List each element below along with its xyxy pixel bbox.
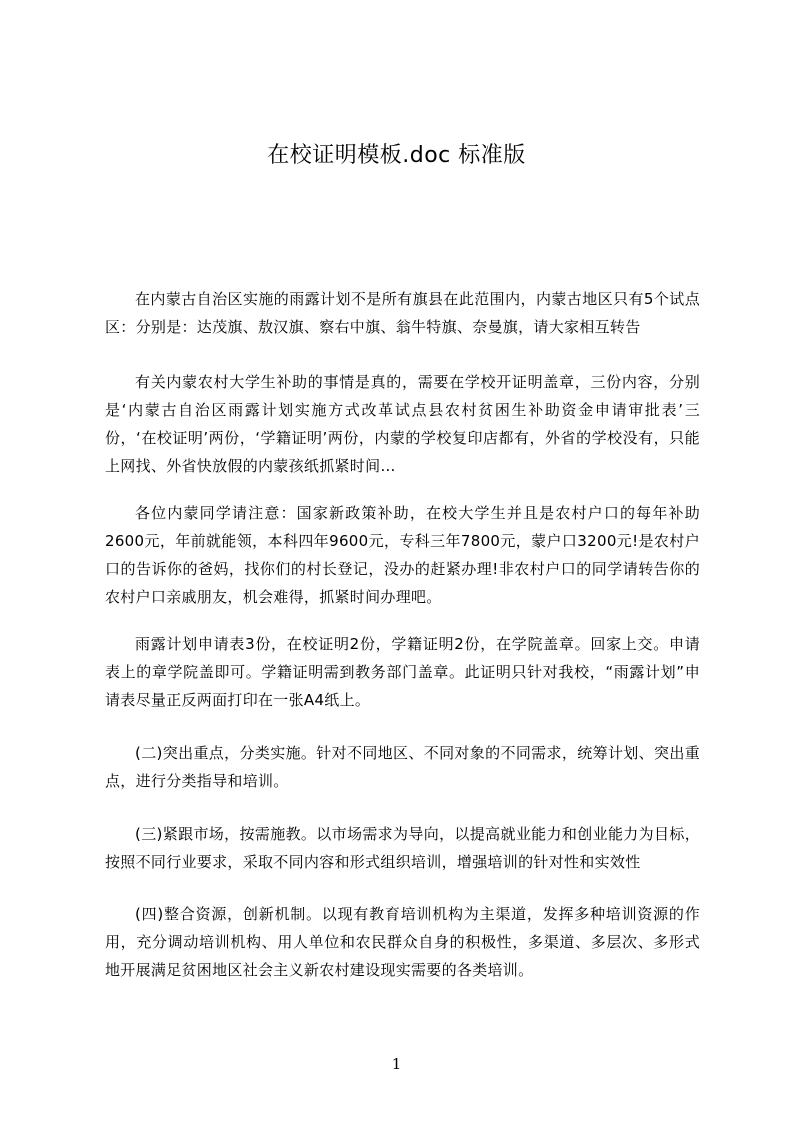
paragraph-resource-integration: (四)整合资源，创新机制。以现有教育培训机构为主渠道，发挥多种培训资源的作用，充分调动培训机构、用人单位和农民群众自身的积极性，多渠道、多层次、多形式地开展满足贫困地区社会主义新农村建设现实需要的各类培训。 [105, 905, 700, 979]
paragraph-subsidy-amounts: 各位内蒙同学请注意：国家新政策补助，在校大学生并且是农村户口的每年补助2600元，年前就能领，本科四年9600元，专科三年7800元，蒙户口3200元!是农村户口的告诉你的爸妈，找你们的村长登记，没办的赶紧办理!非农村户口的同学请转告你的农村户口亲戚朋友，机会难得，抓紧时间办理吧。 [105, 504, 700, 606]
paragraph-focus-classification: (二)突出重点，分类实施。针对不同地区、不同对象的不同需求，统筹计划、突出重点，进行分类指导和培训。 [105, 744, 700, 790]
paragraph-pilot-areas: 在内蒙古自治区实施的雨露计划不是所有旗县在此范围内，内蒙古地区只有5个试点区：分别是：达茂旗、敖汉旗、察右中旗、翁牛特旗、奈曼旗，请大家相互转告 [105, 290, 700, 336]
page-number: 1 [391, 1055, 402, 1073]
paragraph-subsidy-certificates: 有关内蒙农村大学生补助的事情是真的，需要在学校开证明盖章，三份内容，分别是‘内蒙古自治区雨露计划实施方式改革试点县农村贫困生补助资金申请审批表’三份，‘在校证明’两份，‘学籍证明’两份，内蒙的学校复印店都有，外省的学校没有，只能上网找、外省快放假的内蒙孩纸抓紧时间… [105, 373, 700, 475]
paragraph-application-forms: 雨露计划申请表3份，在校证明2份，学籍证明2份，在学院盖章。回家上交。申请表上的章学院盖即可。学籍证明需到教务部门盖章。此证明只针对我校，“雨露计划”申请表尽量正反两面打印在一张A4纸上。 [105, 635, 700, 709]
paragraph-market-demand: (三)紧跟市场，按需施教。以市场需求为导向，以提高就业能力和创业能力为目标，按照不同行业要求，采取不同内容和形式组织培训，增强培训的针对性和实效性 [105, 825, 700, 871]
document-title: 在校证明模板.doc 标准版 [267, 143, 526, 168]
